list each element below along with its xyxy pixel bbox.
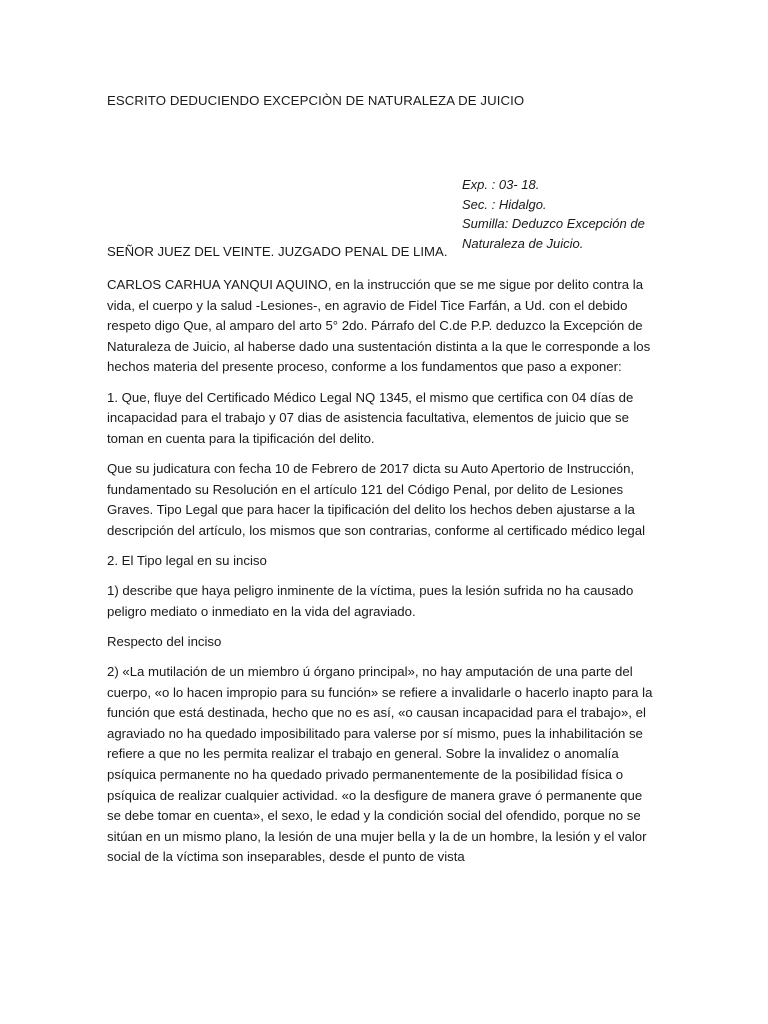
addressee-line: SEÑOR JUEZ DEL VEINTE. JUZGADO PENAL DE LIMA. xyxy=(107,244,448,259)
document-title: ESCRITO DEDUCIENDO EXCEPCIÒN DE NATURALEZA DE JUICIO xyxy=(107,93,525,108)
paragraph-point-1: 1. Que, fluye del Certificado Médico Legal NQ 1345, el mismo que certifica con 04 días de incapacidad para el trabajo y 07 dias de asistencia facultativa, elementos de juicio que se toman en cuenta para la tipificación del delito. xyxy=(107,389,634,446)
paragraph-auto-apertorio: Que su judicatura con fecha 10 de Febrero de 2017 dicta su Auto Apertorio de Instrucción, fundamentado su Resolución en el artículo 121 del Código Penal, por delito de Lesiones Graves. Tipo Legal que para hacer la tipificación del delito los hechos deben ajustarse a la descripción del artículo, los mismos que son contrarias, conforme al certificado médico legal xyxy=(107,460,646,538)
case-sumilla-line-2: Naturaleza de Juicio. xyxy=(462,235,584,251)
paragraph-point-2: 2. El Tipo legal en su inciso xyxy=(107,552,267,568)
case-sumilla-line-1: Sumilla: Deduzco Excepción de xyxy=(462,216,645,231)
document-body xyxy=(107,275,655,878)
case-expediente: Exp. : 03- 18. xyxy=(462,177,540,192)
paragraph-respecto-inciso: Respecto del inciso xyxy=(107,633,222,649)
paragraph-inciso-2: 2) «La mutilación de un miembro ú órgano principal», no hay amputación de una parte del cuerpo, «o lo hacen impropio para su función» se refiere a invalidarle o hacerlo inapto para la función que está destinada, hecho que no es así, «o causan incapacidad para el trabajo», el agraviado no ha quedado imposibilitado para valerse por sí mismo, pues la inhabilitación se refiere a que no les permita realizar el trabajo en general. Sobre la invalidez o anomalía psíquica permanente no ha quedado privado permanentemente de la posibilidad física o psíquica de realizar cualquier actividad. «o la desfigure de manera grave ó permanente que se debe tomar en cuenta», el sexo, le edad y la condición social del ofendido, porque no se sitúan en un mismo plano, la lesión de una mujer bella y la de un hombre, la lesión y el valor social de la víctima son inseparables, desde el punto de vista xyxy=(107,664,653,865)
paragraph-introduction: CARLOS CARHUA YANQUI AQUINO, en la instrucción que se me sigue por delito contra la vida, el cuerpo y la salud -Lesiones-, en agravio de Fidel Tice Farfán, a Ud. con el debido respeto digo Que, al amparo del arto 5° 2do. Párrafo del C.de P.P. deduzco la Excepción de Naturaleza de Juicio, al haberse dado una sustentación distinta a la que le corresponde a los hechos materia del presente proceso, conforme a los fundamentos que paso a exponer: xyxy=(107,277,651,375)
case-reference-block xyxy=(462,175,672,253)
paragraph-inciso-1: 1) describe que haya peligro inminente de la víctima, pues la lesión sufrida no ha causado peligro mediato o inmediato en la vida del agraviado. xyxy=(107,583,634,619)
case-secretario: Sec. : Hidalgo. xyxy=(462,196,547,212)
